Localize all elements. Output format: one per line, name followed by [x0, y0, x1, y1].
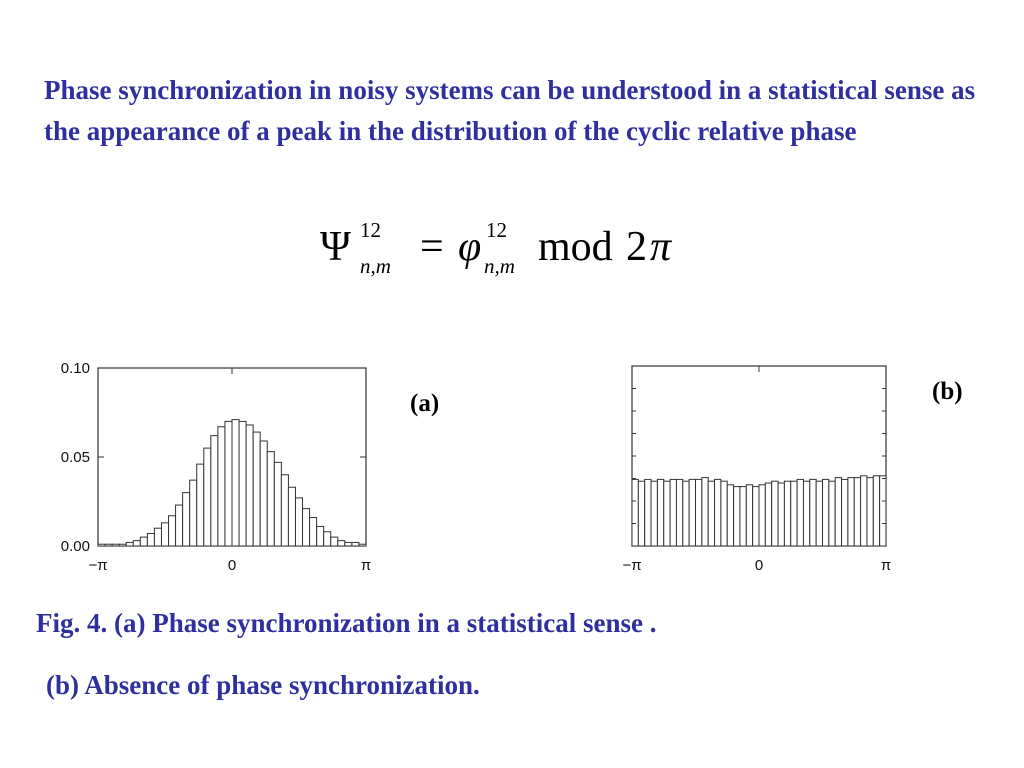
histogram-bar	[338, 541, 345, 546]
histogram-bar	[169, 516, 176, 546]
histogram-bar	[239, 421, 246, 546]
formula-equals: =	[420, 224, 444, 270]
histogram-bar	[664, 481, 670, 546]
histogram-bar	[232, 420, 239, 546]
histogram-bar	[140, 537, 147, 546]
histogram-bar	[734, 487, 740, 546]
x-tick-label: −π	[622, 557, 642, 574]
histogram-bar	[791, 481, 797, 546]
histogram-a	[40, 358, 380, 578]
formula-psi: Ψ	[320, 224, 351, 270]
histogram-bar	[689, 479, 695, 546]
histogram-bar	[848, 478, 854, 546]
histogram-bar	[317, 526, 324, 546]
histogram-bar	[708, 481, 714, 546]
x-tick-label: π	[360, 557, 372, 574]
histogram-bar	[126, 542, 133, 546]
histogram-bar	[842, 479, 848, 546]
histogram-bar	[352, 542, 359, 546]
histogram-bar	[816, 481, 822, 546]
figure-caption-line1: Fig. 4. (a) Phase synchronization in a statistical sense .	[36, 608, 657, 638]
histogram-bar	[880, 476, 886, 546]
histogram-bar	[288, 487, 295, 546]
histogram-bar	[784, 481, 790, 546]
formula-two: 2	[626, 224, 647, 270]
histogram-bar	[676, 479, 682, 546]
histogram-bar	[204, 448, 211, 546]
histogram-bar	[112, 544, 119, 546]
histogram-bar	[740, 487, 746, 546]
histogram-bar	[197, 464, 204, 546]
histogram-bar	[310, 518, 317, 546]
histogram-bar	[253, 432, 260, 546]
intro-paragraph: Phase synchronization in noisy systems can be understood in a statistical sense as the appearance of a peak in the distribution of the cyclic relative phase	[44, 75, 976, 146]
histogram-bar	[105, 544, 112, 546]
formula-lhs-superscript: 12	[360, 218, 381, 242]
formula-lhs-subscript: n,m	[360, 254, 391, 278]
formula-rhs-superscript: 12	[486, 218, 507, 242]
histogram-bar	[211, 436, 218, 546]
histogram-bar	[823, 479, 829, 546]
y-tick-label: 0.05	[60, 449, 90, 466]
histogram-bar	[657, 479, 663, 546]
histogram-bar	[797, 479, 803, 546]
formula-phi: φ	[458, 224, 482, 270]
x-tick-label: 0	[227, 557, 237, 574]
histogram-bar	[803, 481, 809, 546]
histogram-bar	[133, 541, 140, 546]
histogram-bar	[225, 421, 232, 546]
x-tick-label: π	[880, 557, 892, 574]
histogram-bar	[759, 485, 765, 546]
histogram-bar	[119, 544, 126, 546]
histogram-bar	[753, 487, 759, 546]
histogram-bar	[696, 479, 702, 546]
formula-rhs-subscript: n,m	[484, 254, 515, 278]
histogram-bar	[324, 532, 331, 546]
histogram-bar	[765, 483, 771, 546]
histogram-bar	[260, 441, 267, 546]
histogram-bar	[651, 481, 657, 546]
histogram-bar	[854, 478, 860, 546]
histogram-bar	[161, 523, 168, 546]
histogram-bar	[638, 481, 644, 546]
histogram-bar	[829, 481, 835, 546]
formula-pi: π	[650, 224, 672, 270]
histogram-bar	[295, 498, 302, 546]
histogram-bar	[670, 479, 676, 546]
panel-label-b: (b)	[932, 378, 963, 405]
histogram-bar	[246, 425, 253, 546]
figure-caption-line2: (b) Absence of phase synchronization.	[46, 670, 480, 700]
x-tick-label: −π	[88, 557, 108, 574]
histogram-bar	[772, 481, 778, 546]
histogram-bar	[331, 537, 338, 546]
histogram-bar	[281, 475, 288, 546]
panel-label-a: (a)	[410, 390, 440, 417]
histogram-bar	[715, 479, 721, 546]
histogram-bar	[873, 476, 879, 546]
histogram-bar	[183, 493, 190, 546]
histogram-bar	[147, 534, 154, 546]
histogram-bar	[345, 542, 352, 546]
histogram-bar	[190, 480, 197, 546]
formula-mod: mod	[538, 224, 613, 270]
histogram-b	[612, 358, 912, 578]
histogram-bar	[861, 476, 867, 546]
histogram-bar	[835, 478, 841, 546]
histogram-bar	[778, 483, 784, 546]
relative-phase-formula	[320, 218, 720, 288]
histogram-bar	[810, 479, 816, 546]
histogram-bar	[303, 509, 310, 546]
y-tick-label: 0.10	[60, 360, 90, 377]
x-tick-label: 0	[754, 557, 764, 574]
histogram-bar	[746, 485, 752, 546]
histogram-bar	[867, 478, 873, 546]
y-tick-label: 0.00	[60, 538, 90, 555]
histogram-bar	[645, 479, 651, 546]
histogram-bar	[683, 481, 689, 546]
histogram-bar	[721, 481, 727, 546]
histogram-bar	[274, 462, 281, 546]
histogram-bar	[154, 528, 161, 546]
histogram-bar	[218, 427, 225, 546]
histogram-bar	[632, 479, 638, 546]
histogram-bar	[702, 478, 708, 546]
histogram-bar	[267, 452, 274, 546]
histogram-bar	[176, 505, 183, 546]
histogram-bar	[727, 485, 733, 546]
